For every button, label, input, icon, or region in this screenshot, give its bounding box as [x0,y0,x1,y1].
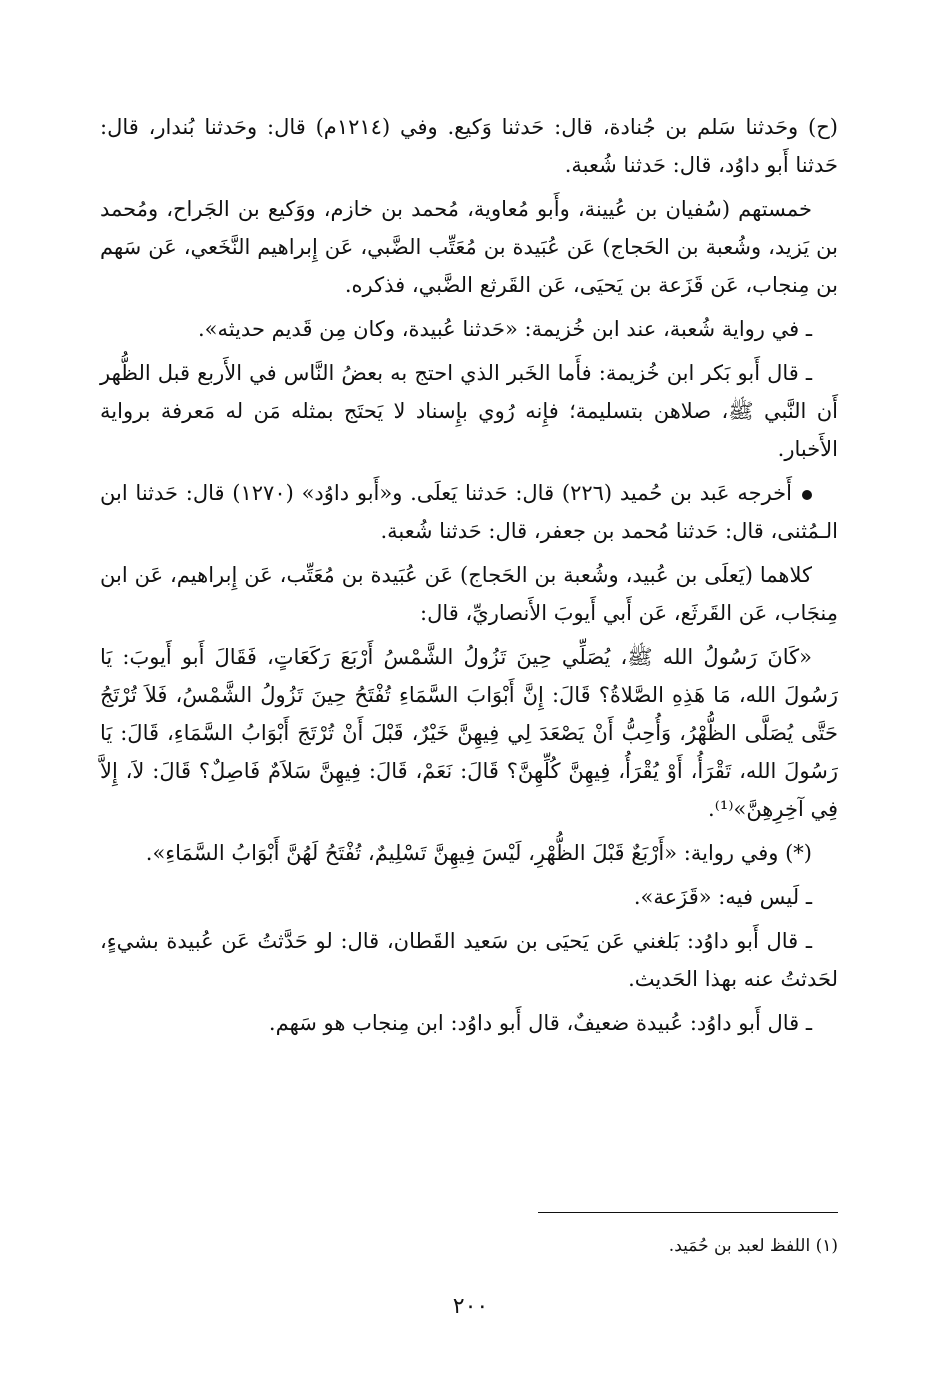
paragraph-hadith-text: «كَانَ رَسُولُ الله ﷺ، يُصَلِّي حِينَ تَزُولُ الشَّمْسُ أَرْبَعَ رَكَعَاتٍ، فَقَالَ أَبو أَيوبَ: يَا رَسُولَ الله، مَا هَذِهِ الصَّلاةُ؟ قَالَ: إِنَّ أَبْوَابَ السَّمَاءِ تُفْتَحُ حِينَ تَزُولُ الشَّمْسُ، فَلاَ تُرْتَجُ حَتَّى يُصَلَّى الظُّهْرُ، وَأُحِبُّ أَنْ يَصْعَدَ لِي فِيهِنَّ خَيْرٌ، قَبْلَ أَنْ تُرْتَجَ أَبْوَابُ السَّمَاءِ، قَالَ: يَا رَسُولَ الله، تَقْرَأُ، أَوْ يُقْرَأُ، فِيهِنَّ كُلِّهِنَّ؟ قَالَ: نَعَمْ، قَالَ: فِيهِنَّ سَلاَمٌ فَاصِلٌ؟ قَالَ: لاَ، إِلاَّ فِي آخِرِهِنَّ»⁽¹⁾. [100,645,838,821]
paragraph-abu-dawud-note-2: ـ قال أَبو داوُد: عُبيدة ضعيفٌ، قال أَبو داوُد: ابن مِنجاب هو سَهم. [268,1011,812,1035]
paragraph-takhrij-text: أَخرجه عَبد بن حُميد (٢٢٦) قال: حَدثنا يَعلَى. و«أَبو داوُد» (١٢٧٠) قال: حَدثنا ابن الـمُثنى، قال: حَدثنا مُحمد بن جعفر، قال: حَدثنا شُعبة. [100,481,838,543]
footnote: (١) اللفظ لعبد بن حُمَيد. [668,1236,838,1256]
page-number: ٢٠٠ [452,1294,489,1319]
bullet-icon [802,490,812,500]
paragraph-riwaya-variant: (*) وفي رواية: «أَرْبَعٌ قَبْلَ الظُّهْرِ، لَيْسَ فِيهِنَّ تَسْلِيمٌ، تُفْتَحُ لَهُنَّ أَبْوَابُ السَّمَاءِ». [145,841,812,865]
paragraph-shuba-note: ـ في رواية شُعبة، عند ابن خُزيمة: «حَدثنا عُبيدة، وكان مِن قَديم حديثه». [197,317,812,341]
paragraph-isnad-1: (ح) وحَدثنا سَلم بن جُنادة، قال: حَدثنا وَكيع. وفي (١٢١٤م) قال: وحَدثنا بُندار، قال: حَدثنا أَبو داوُد، قال: حَدثنا شُعبة. [100,115,838,177]
paragraph-isnad-3: كلاهما (يَعلَى بن عُبيد، وشُعبة بن الحَجاج) عَن عُبَيدة بن مُعَتِّب، عَن إِبراهيم، عَن ابن مِنجَاب، عَن القَرثَع، عَن أَبي أَيوبَ الأَنصاريِّ، قال: [100,563,838,625]
paragraph-laysa-fihi: ـ لَيس فيه: «قَزَعة». [633,885,812,909]
paragraph-takhrij [100,474,838,550]
page-body [100,108,838,1048]
paragraph-isnad-2: خمستهم (سُفيان بن عُيينة، وأَبو مُعاوية، مُحمد بن خازم، ووَكيع بن الجَراح، ومُحمد بن يَزيد، وشُعبة بن الحَجاج) عَن عُبَيدة بن مُعَتِّب الضَّبي، عَن إِبراهيم النَّخَعي، عَن سَهم بن مِنجاب، عَن قَزَعة بن يَحيَى، عَن القَرثع الضَّبي، فذكره. [100,197,838,297]
footnote-divider [538,1212,838,1213]
paragraph-ibn-khuzayma-note: ـ قال أَبو بَكر ابن خُزيمة: فأَما الخَبر الذي احتج به بعضُ النَّاس في الأَربع قبل الظُّهر أَن النَّبي ﷺ، صلاهن بتسليمة؛ فإِنه رُوي بإِسناد لا يَحتَج بمثله مَن له مَعرفة برواية الأَخبار. [100,361,838,461]
paragraph-abu-dawud-note-1: ـ قال أَبو داوُد: بَلغني عَن يَحيَى بن سَعيد القَطان، قال: لو حَدَّثتُ عَن عُبيدة بشيءٍ، لحَدثتُ عنه بهذا الحَديث. [100,929,838,991]
